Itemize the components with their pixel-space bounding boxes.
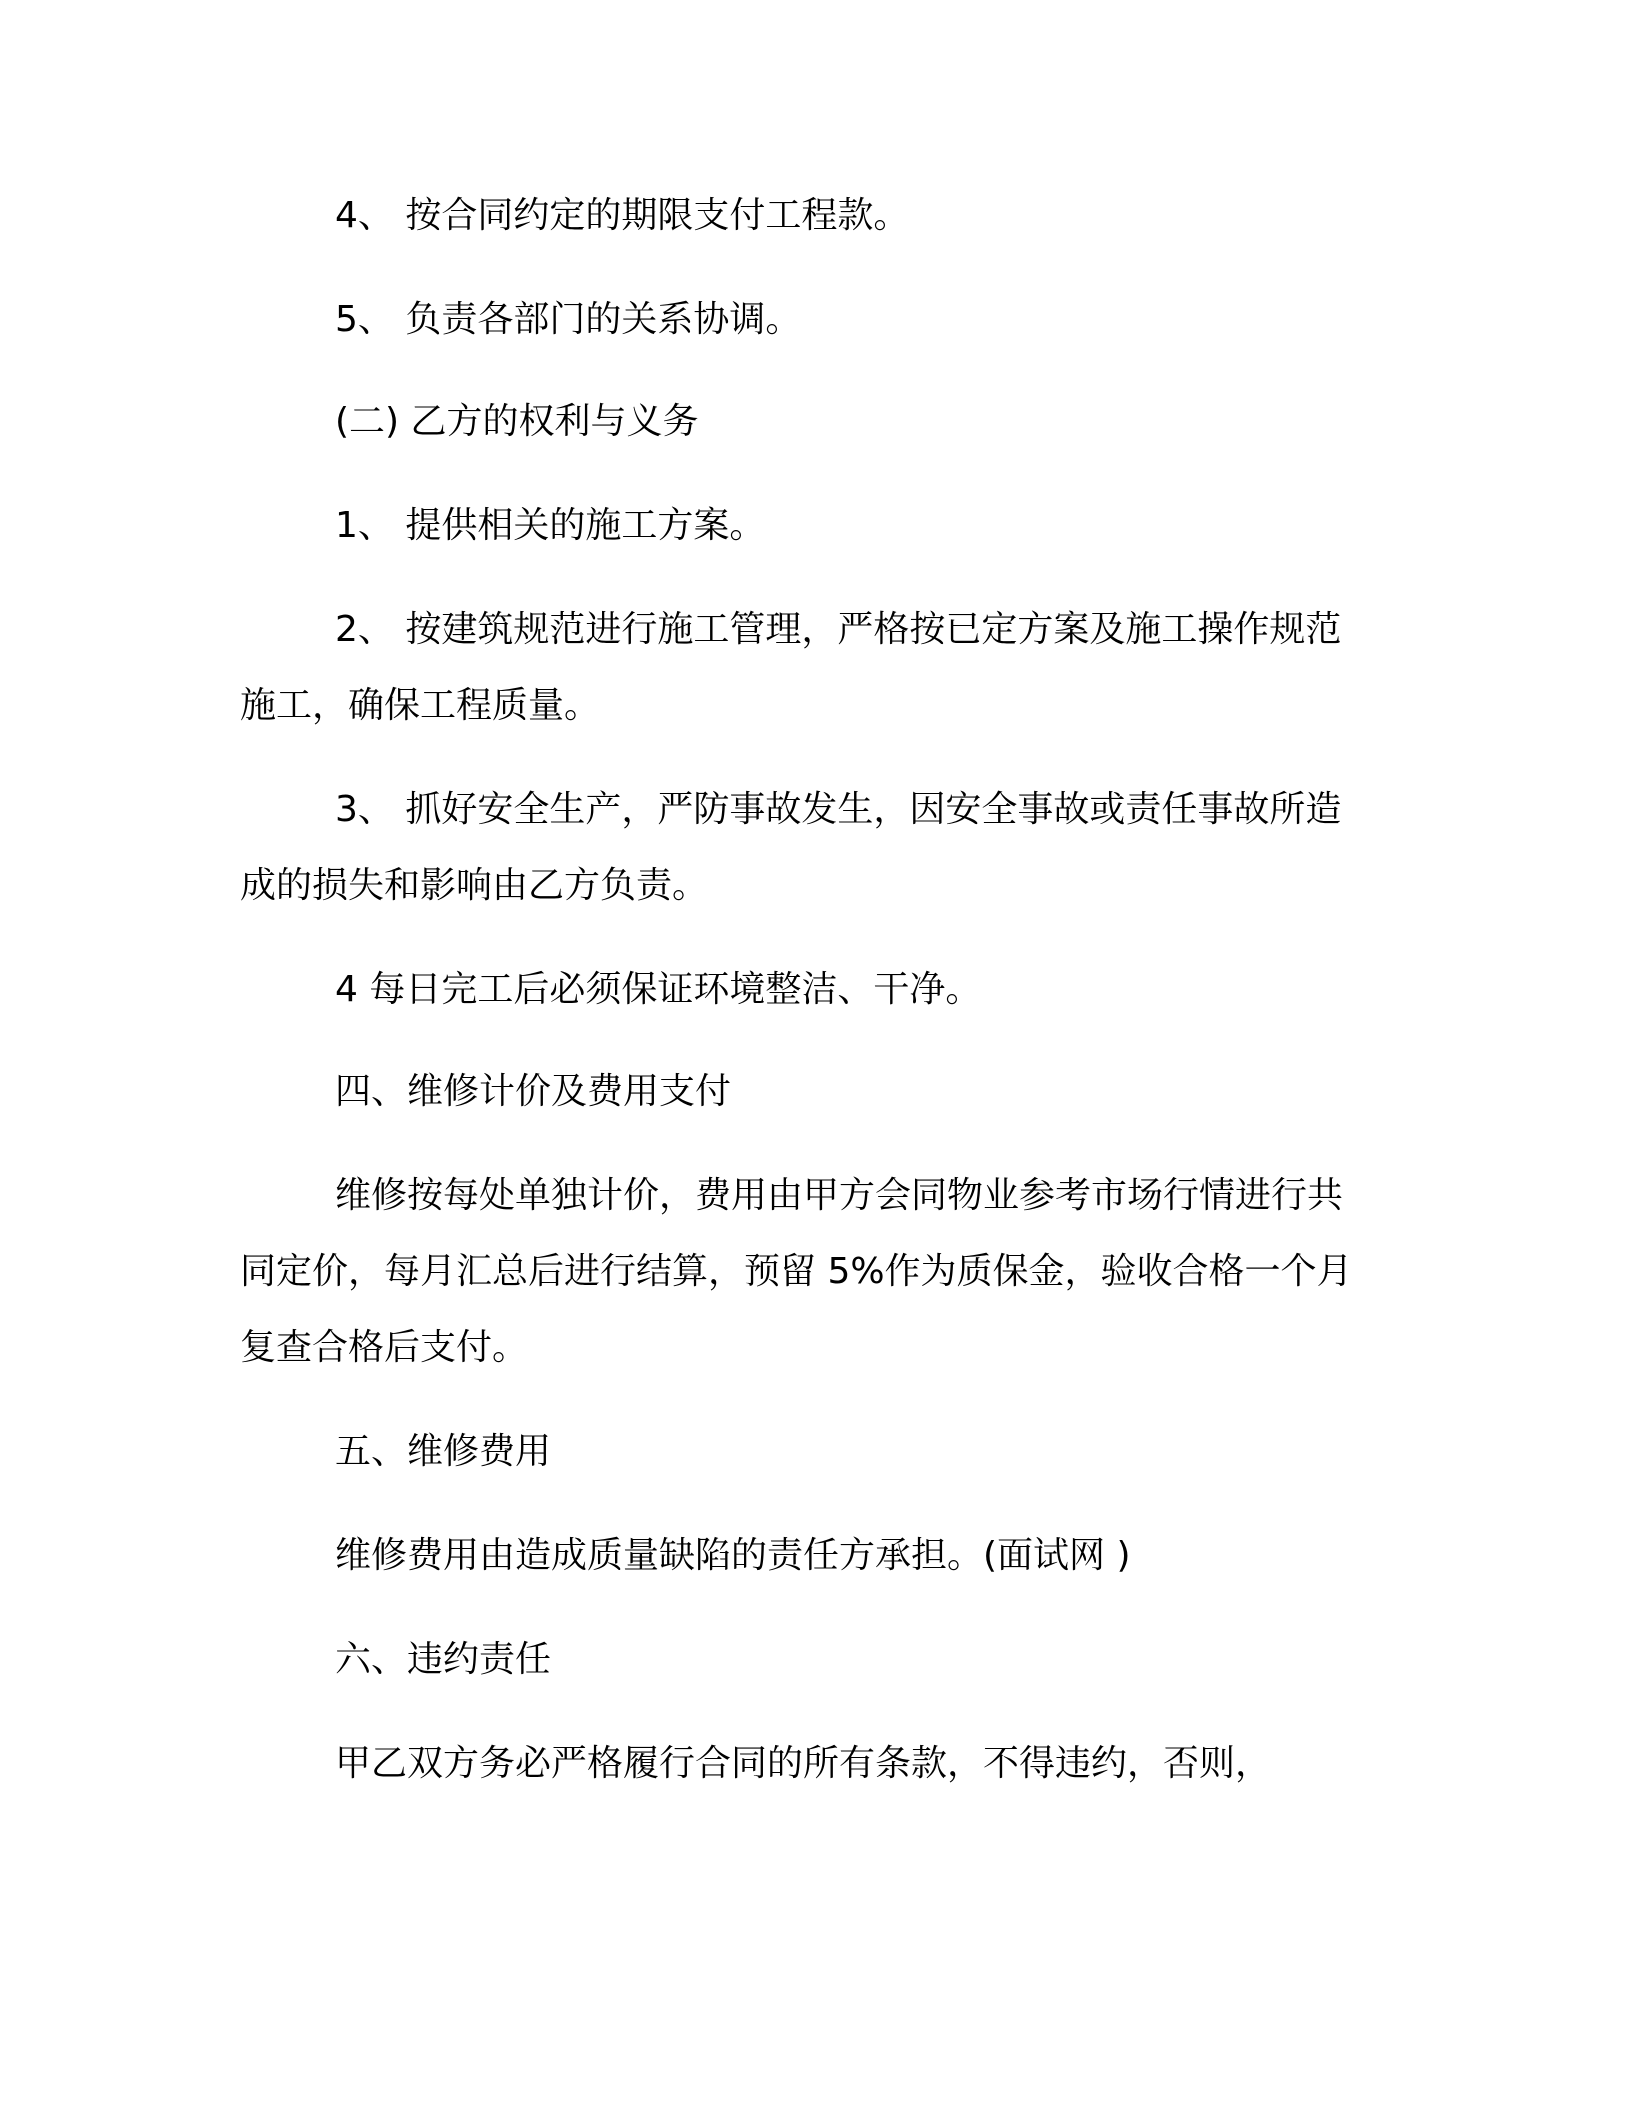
section-heading-party-b: (二) 乙方的权利与义务 [335, 401, 699, 442]
clause-3-line-2: 成的损失和影响由乙方负责。 [240, 865, 709, 906]
repair-cost-paragraph: 维修费用由造成质量缺陷的责任方承担。(面试网 ) [335, 1535, 1131, 1576]
clause-1-plan: 1、 提供相关的施工方案。 [335, 505, 766, 546]
clause-2-line-1: 2、 按建筑规范进行施工管理，严格按已定方案及施工操作规范 [335, 609, 1342, 650]
pricing-paragraph-line-3: 复查合格后支付。 [240, 1327, 529, 1368]
clause-4-payment: 4、 按合同约定的期限支付工程款。 [335, 195, 910, 236]
pricing-paragraph-line-1: 维修按每处单独计价，费用由甲方会同物业参考市场行情进行共 [335, 1175, 1344, 1216]
section-heading-breach: 六、违约责任 [335, 1639, 552, 1680]
clause-2-line-2: 施工，确保工程质量。 [240, 685, 601, 726]
clause-4-cleanliness: 4 每日完工后必须保证环境整洁、干净。 [335, 969, 982, 1010]
clause-5-coordination: 5、 负责各部门的关系协调。 [335, 299, 802, 340]
pricing-paragraph-line-2: 同定价，每月汇总后进行结算，预留 5%作为质保金，验收合格一个月 [240, 1251, 1353, 1292]
section-heading-pricing: 四、维修计价及费用支付 [335, 1071, 732, 1112]
section-heading-repair-cost: 五、维修费用 [335, 1431, 552, 1472]
clause-3-line-1: 3、 抓好安全生产，严防事故发生，因安全事故或责任事故所造 [335, 789, 1342, 830]
breach-paragraph: 甲乙双方务必严格履行合同的所有条款，不得违约，否则， [335, 1743, 1272, 1784]
